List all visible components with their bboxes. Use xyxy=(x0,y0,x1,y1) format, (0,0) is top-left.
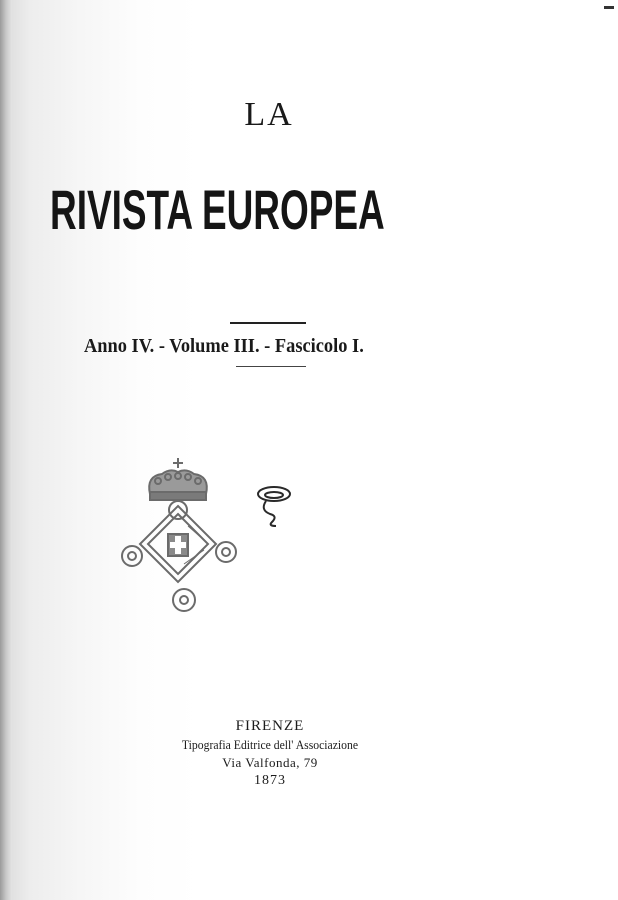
corner-mark xyxy=(604,6,614,9)
journal-title: RIVISTA EUROPEA xyxy=(50,178,385,241)
imprint-address: Via Valfonda, 79 xyxy=(222,755,318,770)
ink-flourish-icon xyxy=(252,484,298,530)
top-rule xyxy=(230,322,306,324)
page-spine-shadow xyxy=(0,0,12,900)
imprint-block xyxy=(150,716,390,791)
title-article: LA xyxy=(244,96,294,133)
imprint-year: 1873 xyxy=(254,773,286,788)
issue-line: Anno IV. - Volume III. - Fascicolo I. xyxy=(84,335,364,357)
crowned-library-stamp-icon xyxy=(118,454,248,619)
imprint-printer: Tipografia Editrice dell' Associazione xyxy=(181,737,359,752)
imprint-city: FIRENZE xyxy=(235,718,305,734)
bottom-rule xyxy=(236,366,306,367)
